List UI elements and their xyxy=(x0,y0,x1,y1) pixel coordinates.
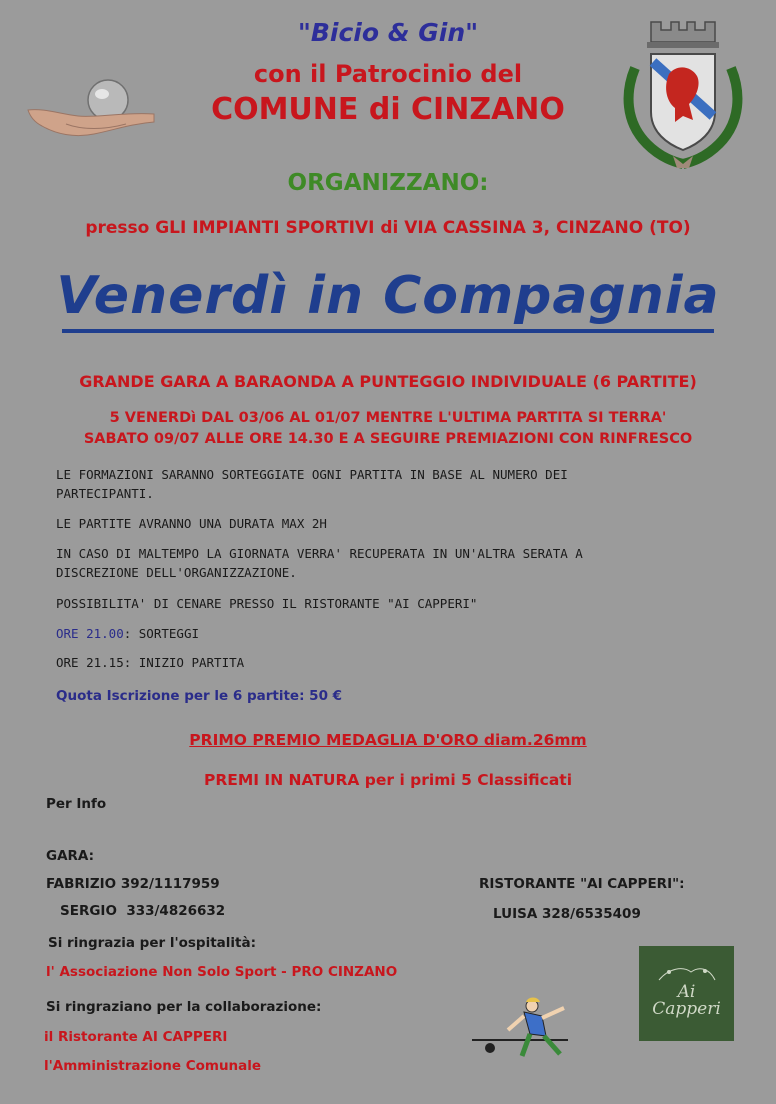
competition-description: GRANDE GARA A BARAONDA A PUNTEGGIO INDIVIDUALE (6 PARTITE) xyxy=(79,372,697,391)
quota-iscrizione: Quota Iscrizione per le 6 partite: 50 € xyxy=(56,688,343,704)
cena-line: POSSIBILITA' DI CENARE PRESSO IL RISTORANTE "AI CAPPERI" xyxy=(56,596,478,611)
durata-line: LE PARTITE AVRANNO UNA DURATA MAX 2H xyxy=(56,516,327,531)
primo-premio: PRIMO PREMIO MEDAGLIA D'ORO diam.26mm xyxy=(189,731,587,749)
schedule-inizio: ORE 21.15: INIZIO PARTITA xyxy=(56,655,245,670)
schedule-sorteggi xyxy=(56,626,199,641)
ai-capperi-logo xyxy=(639,946,734,1041)
logo-line-2: Capperi xyxy=(652,999,721,1019)
ospitalita-label: Si ringrazia per l'ospitalità: xyxy=(48,935,256,951)
formazioni-line-1: LE FORMAZIONI SARANNO SORTEGGIATE OGNI PARTITA IN BASE AL NUMERO DEI xyxy=(56,467,568,482)
associazione-name: l' Associazione Non Solo Sport - PRO CINZANO xyxy=(46,964,398,980)
contact-luisa: LUISA 328/6535409 xyxy=(493,906,641,922)
amministrazione-name: l'Amministrazione Comunale xyxy=(44,1058,262,1074)
comune-name: COMUNE di CINZANO xyxy=(211,92,565,127)
title-underline xyxy=(62,329,714,333)
maltempo-line-2: DISCREZIONE DELL'ORGANIZZAZIONE. xyxy=(56,565,297,580)
bocce-player-image xyxy=(472,996,572,1066)
contact-sergio: SERGIO 333/4826632 xyxy=(60,903,226,919)
patronage-line: con il Patrocinio del xyxy=(253,60,523,88)
contact-fabrizio: FABRIZIO 392/1117959 xyxy=(46,876,220,892)
logo-text xyxy=(639,984,734,1018)
dates-line-1: 5 VENERDì DAL 03/06 AL 01/07 MENTRE L'ULTIMA PARTITA SI TERRA' xyxy=(109,410,667,426)
event-title: Venerdì in Compagnia xyxy=(56,266,720,326)
location-line: presso GLI IMPIANTI SPORTIVI di VIA CASSINA 3, CINZANO (TO) xyxy=(85,218,691,238)
maltempo-line-1: IN CASO DI MALTEMPO LA GIORNATA VERRA' RECUPERATA IN UN'ALTRA SERATA A xyxy=(56,546,583,561)
schedule-time: ORE 21.00 xyxy=(56,626,124,641)
logo-line-1: Ai xyxy=(677,982,696,1002)
schedule-text: : SORTEGGI xyxy=(123,626,199,641)
premi-natura: PREMI IN NATURA per i primi 5 Classificati xyxy=(203,771,573,789)
dates-line-2: SABATO 09/07 ALLE ORE 14.30 E A SEGUIRE PREMIAZIONI CON RINFRESCO xyxy=(83,431,693,447)
ristorante-name: il Ristorante AI CAPPERI xyxy=(44,1029,228,1045)
organizer-name: "Bicio & Gin" xyxy=(297,18,479,47)
formazioni-line-2: PARTECIPANTI. xyxy=(56,486,154,501)
collaborazione-label: Si ringraziano per la collaborazione: xyxy=(46,999,322,1015)
ristorante-contact-label: RISTORANTE "AI CAPPERI": xyxy=(479,876,685,892)
per-info-label: Per Info xyxy=(46,796,107,812)
organizzano-heading: ORGANIZZANO: xyxy=(287,170,489,196)
gara-contact-label: GARA: xyxy=(46,848,95,864)
